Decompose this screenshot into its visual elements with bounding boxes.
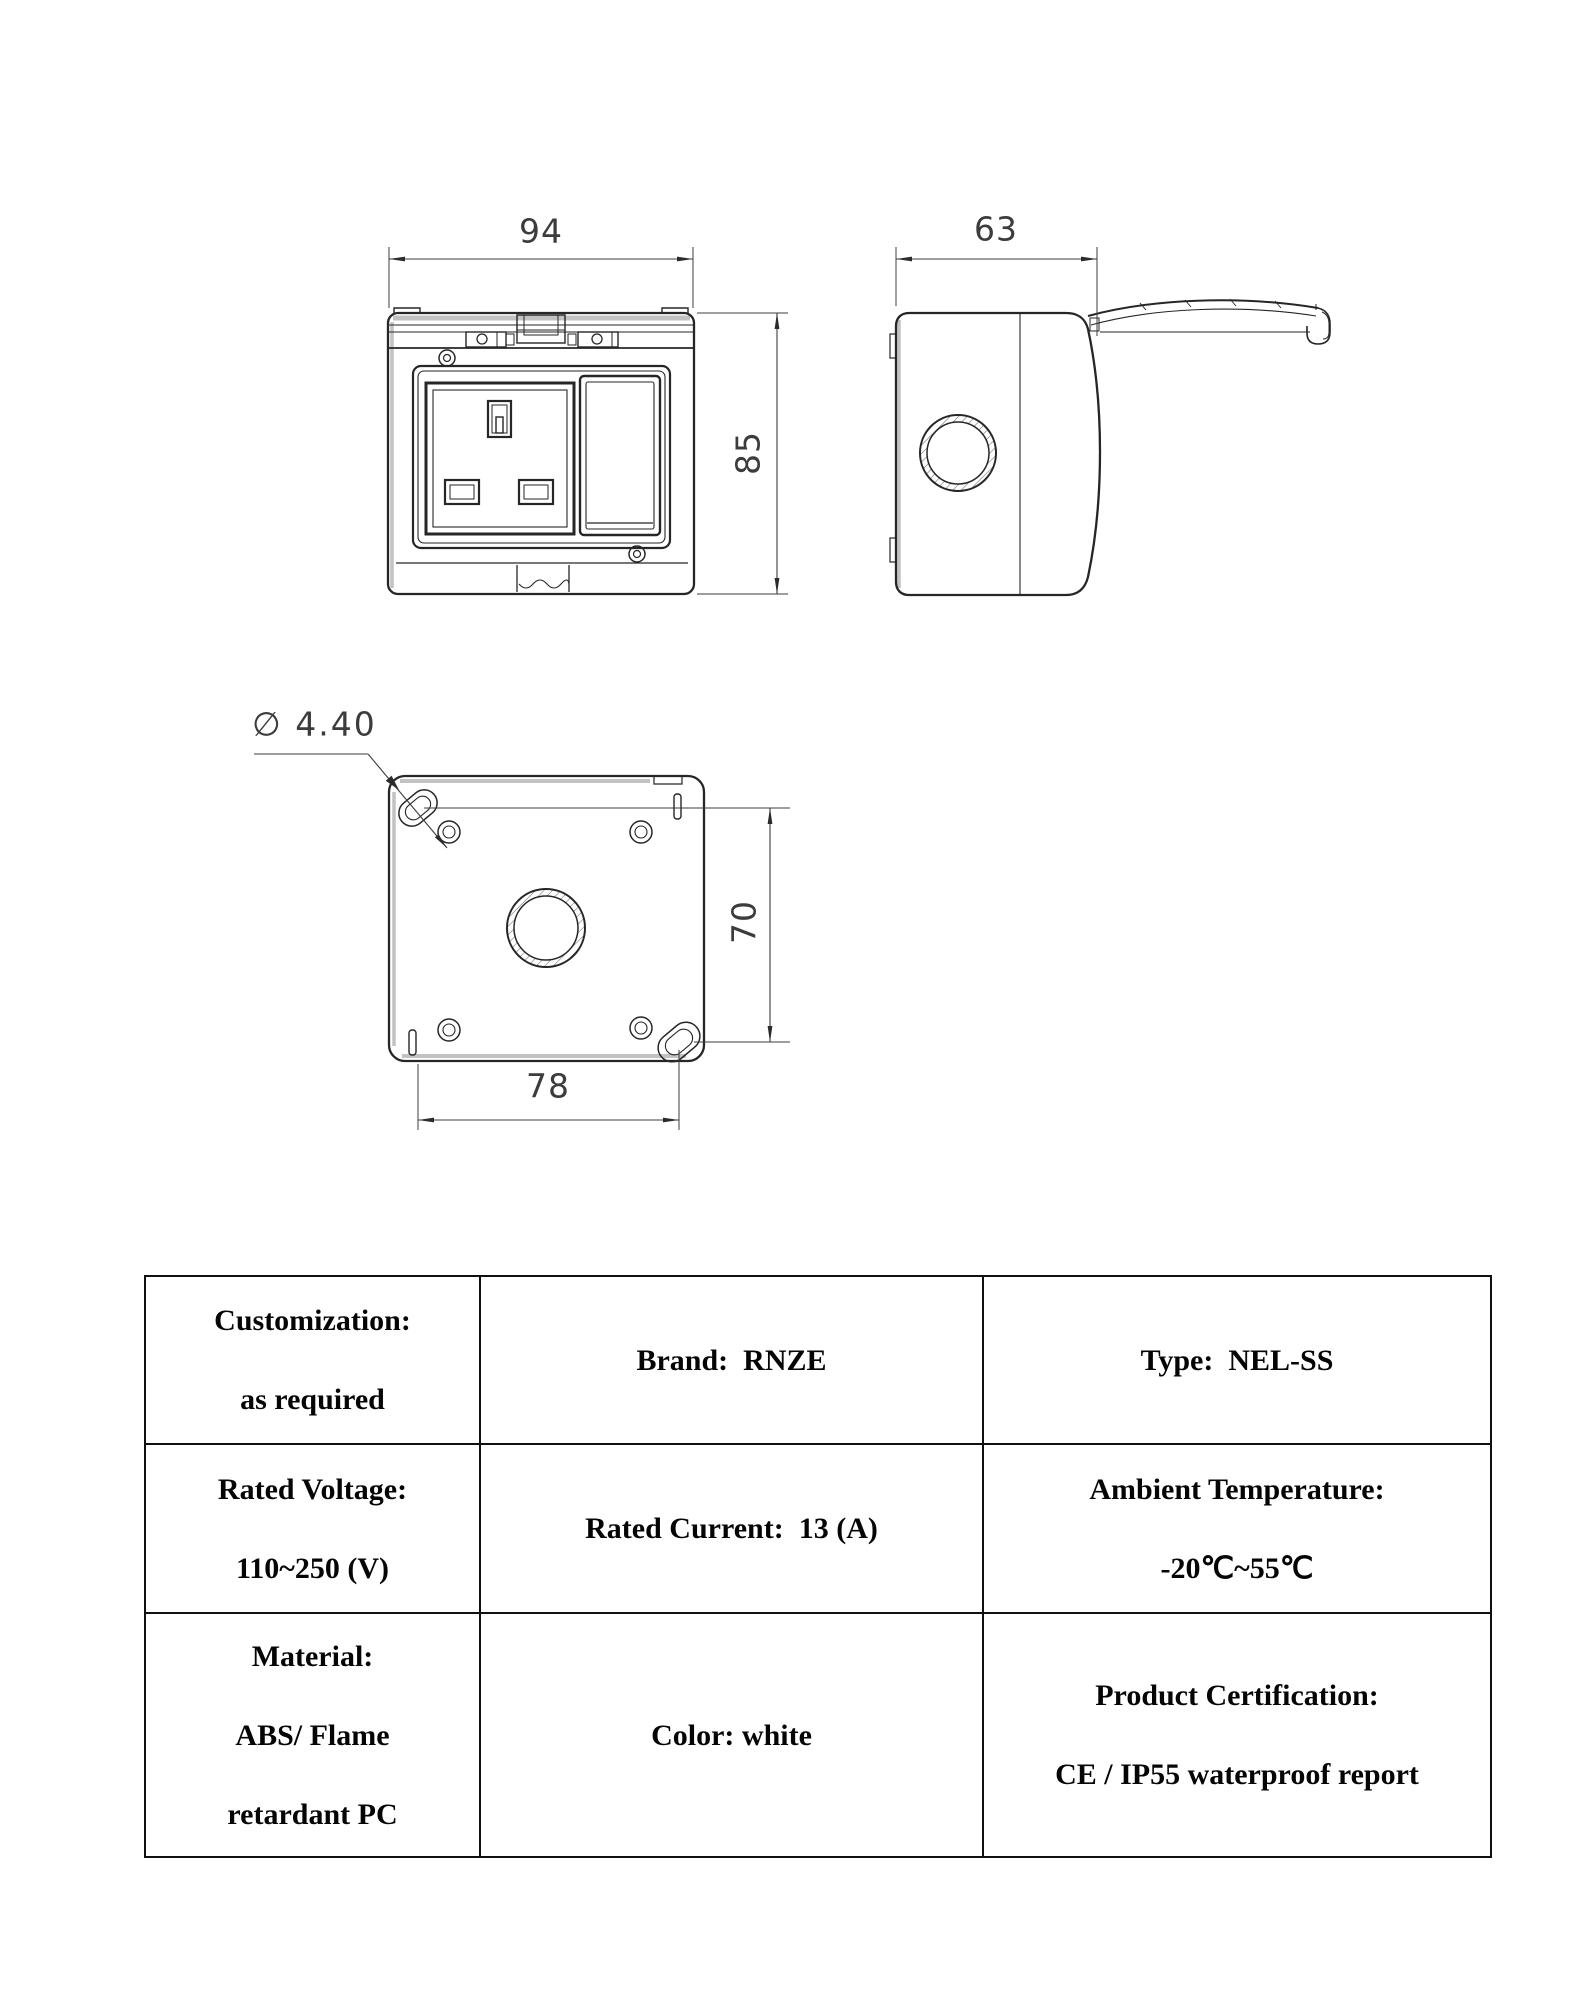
spec-cell-rated-voltage [146, 1445, 481, 1614]
spec-cell-brand [481, 1277, 984, 1445]
spec-cell-type [984, 1277, 1490, 1445]
spec-line: Rated Voltage: [217, 1472, 408, 1506]
front-view-drawing [388, 247, 788, 594]
dim-front-height: 85 [728, 431, 768, 475]
spec-line: retardant PC [227, 1797, 398, 1831]
spec-line: Product Certification: [1095, 1679, 1379, 1712]
spec-line: CE / IP55 waterproof report [1055, 1758, 1419, 1791]
side-view-drawing [890, 247, 1330, 595]
dim-holes-horizontal: 78 [526, 1066, 570, 1106]
spec-line: ABS/ Flame [235, 1718, 390, 1752]
spec-table [144, 1275, 1492, 1858]
spec-cell-rated-current [481, 1445, 984, 1614]
spec-line: Rated Current: 13 (A) [585, 1512, 878, 1545]
spec-line: Ambient Temperature: [1089, 1472, 1385, 1506]
spec-cell-material [146, 1614, 481, 1856]
back-view-drawing [254, 754, 790, 1130]
spec-line: Type: NEL-SS [1140, 1343, 1334, 1377]
spec-line: Material: [251, 1639, 374, 1673]
spec-line: Color: white [651, 1718, 812, 1752]
dim-mount-hole-diameter: ∅ 4.40 [252, 704, 377, 744]
dim-holes-vertical: 70 [724, 900, 764, 944]
spec-line: Brand: RNZE [636, 1343, 827, 1377]
spec-line: as required [240, 1383, 385, 1416]
spec-line: 110~250 (V) [235, 1551, 390, 1585]
spec-line: Customization: [214, 1304, 411, 1337]
spec-line: -20℃~55℃ [1160, 1551, 1314, 1585]
dim-side-depth: 63 [974, 209, 1018, 249]
spec-cell-color [481, 1614, 984, 1856]
dim-front-width: 94 [519, 211, 563, 251]
spec-cell-ambient-temperature [984, 1445, 1490, 1614]
spec-cell-customization [146, 1277, 481, 1445]
spec-cell-certification [984, 1614, 1490, 1856]
